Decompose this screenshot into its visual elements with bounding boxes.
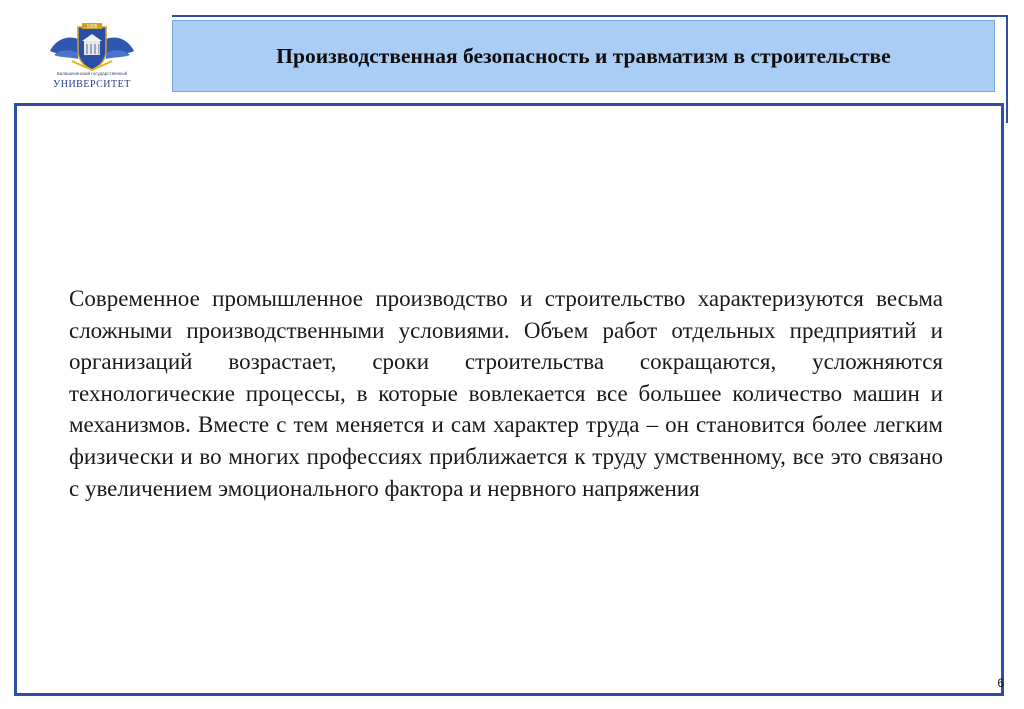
- university-logo: [42, 17, 142, 97]
- frame-right-line: [1006, 15, 1008, 123]
- header-box: [172, 20, 995, 92]
- svg-text:1995: 1995: [86, 24, 98, 30]
- body-paragraph: Современное промышленное производство и строительство характеризуются весьма сложными производственными условиями. Объем работ отдельных предприятий и организаций возрастает, сроки строительства сокращаются, усложняются технологические процессы, в которые вовлекается все большее количество машин и механизмов. Вместе с тем меняется и сам характер труда – он становится более легким физически и во многих профессиях приближается к труду умственному, все это связано с увеличением эмоционального фактора и нервного напряжения: [69, 286, 943, 501]
- university-emblem-icon: [42, 17, 142, 73]
- frame-top-line: [172, 15, 1008, 17]
- slide-title: Производственная безопасность и травматизм в строительстве: [276, 43, 891, 68]
- page-number: 6: [997, 676, 1004, 690]
- logo-caption: Балашихинский государственный: [56, 71, 128, 76]
- logo-name: УНИВЕРСИТЕТ: [53, 79, 131, 90]
